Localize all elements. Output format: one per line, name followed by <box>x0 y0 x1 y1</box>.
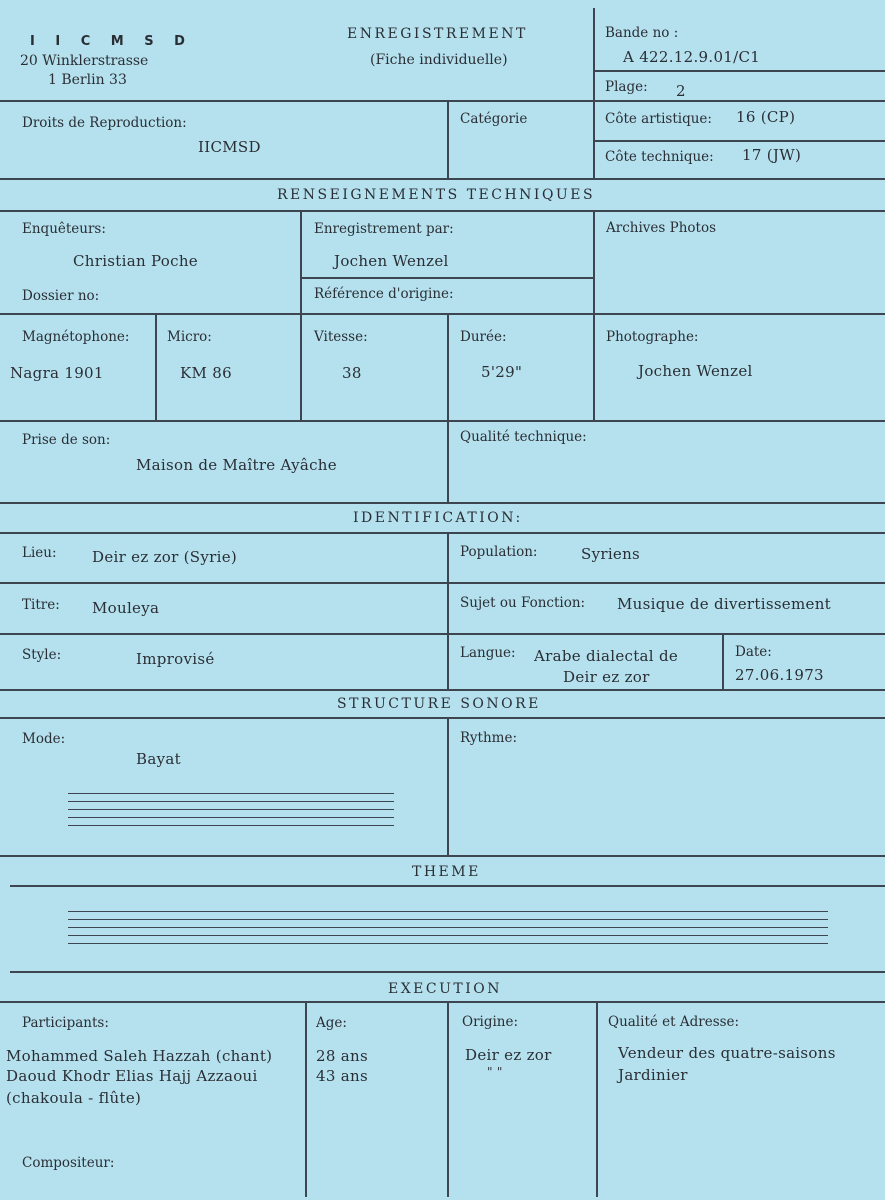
line <box>0 1001 885 1003</box>
line <box>10 971 885 973</box>
duree-label: Durée: <box>460 329 507 345</box>
langue-value-line-2: Deir ez zor <box>563 668 650 686</box>
line <box>447 420 449 502</box>
section-title-theme: THEME <box>412 864 481 880</box>
staff-line <box>68 809 394 810</box>
compositeur-label: Compositeur: <box>22 1155 115 1171</box>
langue-value-line-1: Arabe dialectal de <box>534 647 679 665</box>
lieu-label: Lieu: <box>22 545 57 561</box>
plage-value: 2 <box>676 82 686 100</box>
date-value: 27.06.1973 <box>735 666 824 684</box>
sujet-label: Sujet ou Fonction: <box>460 595 586 611</box>
magnetophone-value: Nagra 1901 <box>10 364 104 382</box>
droits-label: Droits de Reproduction: <box>22 115 187 131</box>
lieu-value: Deir ez zor (Syrie) <box>92 548 238 566</box>
participants-label: Participants: <box>22 1015 109 1031</box>
qualite-technique-label: Qualité technique: <box>460 429 587 445</box>
line <box>155 313 157 420</box>
cote-artistique-value: 16 (CP) <box>736 108 796 126</box>
enregistrement-label: Enregistrement par: <box>314 221 454 237</box>
staff-line <box>68 817 394 818</box>
titre-value: Mouleya <box>92 599 160 617</box>
staff-line <box>68 927 828 928</box>
line <box>593 140 885 142</box>
participant-1: Mohammed Saleh Hazzah (chant) <box>6 1047 273 1065</box>
style-value: Improvisé <box>136 650 215 668</box>
line <box>0 502 885 504</box>
line <box>593 8 595 178</box>
line <box>722 633 724 689</box>
line <box>0 178 885 180</box>
line <box>0 689 885 691</box>
cote-artistique-label: Côte artistique: <box>605 111 712 127</box>
line <box>447 100 449 178</box>
enregistrement-value: Jochen Wenzel <box>334 252 449 270</box>
population-label: Population: <box>460 544 538 560</box>
line <box>0 100 885 102</box>
staff-line <box>68 935 828 936</box>
org-street: 20 Winklerstrasse <box>20 53 149 69</box>
line <box>596 1001 598 1197</box>
droits-value: IICMSD <box>198 138 261 156</box>
langue-label: Langue: <box>460 645 516 661</box>
age-2: 43 ans <box>316 1067 368 1085</box>
line <box>0 633 885 635</box>
staff-line <box>68 825 394 826</box>
titre-label: Titre: <box>22 597 60 613</box>
archives-label: Archives Photos <box>606 220 716 236</box>
origine-1: Deir ez zor <box>465 1046 552 1064</box>
bande-label: Bande no : <box>605 25 679 41</box>
vitesse-value: 38 <box>342 364 362 382</box>
line <box>0 420 885 422</box>
staff-line <box>68 919 828 920</box>
line <box>0 855 885 857</box>
line <box>447 532 449 689</box>
cote-technique-value: 17 (JW) <box>742 146 802 164</box>
section-title-execution: EXECUTION <box>388 981 503 997</box>
date-label: Date: <box>735 644 772 660</box>
mode-value: Bayat <box>136 750 181 768</box>
line <box>447 313 449 420</box>
vitesse-label: Vitesse: <box>314 329 368 345</box>
line <box>10 885 885 887</box>
staff-line <box>68 911 828 912</box>
staff-line <box>68 801 394 802</box>
qualite-adresse-label: Qualité et Adresse: <box>608 1014 740 1030</box>
line <box>300 277 593 279</box>
org-name: I I C M S D <box>30 34 193 49</box>
line <box>593 210 595 420</box>
age-label: Age: <box>316 1015 347 1031</box>
enqueteurs-value: Christian Poche <box>73 252 198 270</box>
line <box>0 313 885 315</box>
population-value: Syriens <box>581 545 641 563</box>
prise-label: Prise de son: <box>22 432 111 448</box>
origine-label: Origine: <box>462 1014 519 1030</box>
line <box>0 532 885 534</box>
photographe-value: Jochen Wenzel <box>638 362 753 380</box>
sujet-value: Musique de divertissement <box>617 595 831 613</box>
participant-3: (chakoula - flûte) <box>6 1089 142 1107</box>
enqueteurs-label: Enquêteurs: <box>22 221 106 237</box>
line <box>447 1001 449 1197</box>
line <box>300 210 302 420</box>
qualite-2: Jardinier <box>618 1066 688 1084</box>
magnetophone-label: Magnétophone: <box>22 329 130 345</box>
prise-value: Maison de Maître Ayâche <box>136 456 337 474</box>
duree-value: 5'29" <box>481 363 523 381</box>
line <box>447 717 449 855</box>
staff-line <box>68 943 828 944</box>
reference-label: Référence d'origine: <box>314 286 454 302</box>
form-subtitle: (Fiche individuelle) <box>370 52 508 68</box>
participant-2: Daoud Khodr Elias Hajj Azzaoui <box>6 1067 258 1085</box>
line <box>0 210 885 212</box>
line <box>0 582 885 584</box>
section-title-structure: STRUCTURE SONORE <box>337 696 541 712</box>
micro-value: KM 86 <box>180 364 232 382</box>
style-label: Style: <box>22 647 62 663</box>
section-title-technical: RENSEIGNEMENTS TECHNIQUES <box>277 187 596 203</box>
line <box>593 70 885 72</box>
staff-line <box>68 793 394 794</box>
org-city: 1 Berlin 33 <box>48 72 127 88</box>
qualite-1: Vendeur des quatre-saisons <box>618 1044 836 1062</box>
categorie-label: Catégorie <box>460 111 528 127</box>
dossier-label: Dossier no: <box>22 288 100 304</box>
form-title: ENREGISTREMENT <box>347 26 528 42</box>
line <box>0 717 885 719</box>
micro-label: Micro: <box>167 329 212 345</box>
rythme-label: Rythme: <box>460 730 518 746</box>
cote-technique-label: Côte technique: <box>605 149 714 165</box>
section-title-identification: IDENTIFICATION: <box>353 510 523 526</box>
mode-label: Mode: <box>22 731 66 747</box>
line <box>305 1001 307 1197</box>
origine-2: " " <box>487 1065 503 1079</box>
bande-value: A 422.12.9.01/C1 <box>623 48 761 66</box>
photographe-label: Photographe: <box>606 329 699 345</box>
plage-label: Plage: <box>605 79 648 95</box>
age-1: 28 ans <box>316 1047 368 1065</box>
